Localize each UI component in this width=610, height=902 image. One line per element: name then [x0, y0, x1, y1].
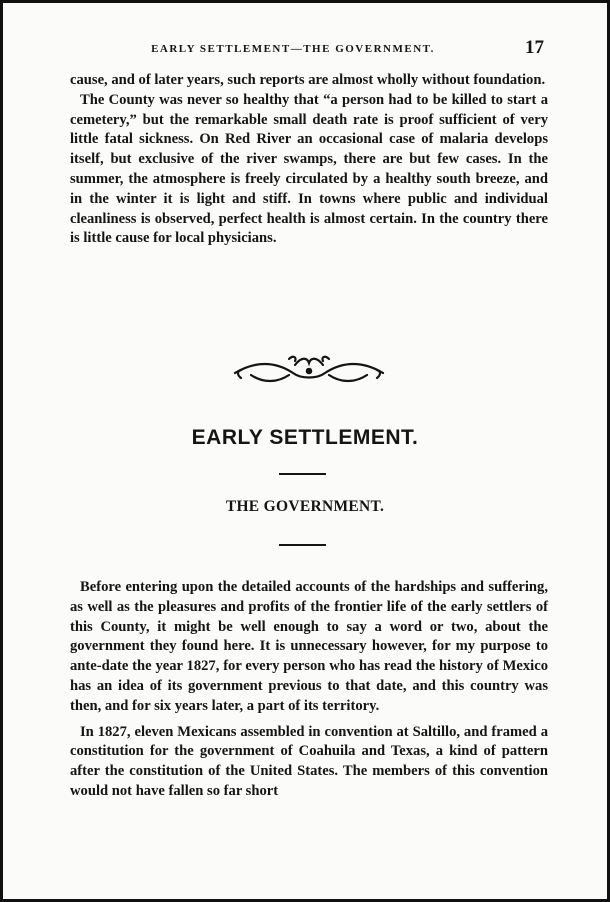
section-title: EARLY SETTLEMENT. — [191, 426, 419, 449]
divider-rule — [279, 544, 326, 546]
bottom-text-block — [70, 578, 548, 802]
scroll-flourish-ornament-icon — [231, 351, 387, 385]
section-subtitle: THE GOVERNMENT. — [225, 498, 385, 515]
running-head: EARLY SETTLEMENT—THE GOVERNMENT. — [151, 43, 435, 55]
divider-rule — [279, 473, 326, 475]
paragraph-continued: cause, and of later years, such reports are almost wholly without foundation. — [70, 72, 546, 88]
page-number: 17 — [525, 37, 544, 58]
paragraph-1827-convention: In 1827, eleven Mexicans assembled in convention at Saltillo, and framed a constitution for the government of Coahuila and Texas, a kind of pattern after the constitution of the United States. The members of this convention would not have fallen so far short — [70, 723, 548, 799]
top-text-block — [70, 71, 548, 249]
paragraph-government-intro: Before entering upon the detailed accounts of the hardships and suffering, as well as the pleasures and profits of the frontier life of the early settlers of this County, it might be well enough to say a word or two, about the government they found here. It is unnecessary however, for my purpose to ante-date the year 1827, for every person who has read the history of Mexico has an idea of its government previous to that date, and this country was then, and for six years later, a part of its territory. — [70, 579, 548, 714]
paragraph-health: The County was never so healthy that “a person had to be killed to start a cemetery,” but the remarkable small death rate is proof sufficient of very little fatal sickness. On Red River an occasional case of malaria develops itself, but exclusive of the river swamps, there are but few cases. In the summer, the atmosphere is freely circulated by a healthy south breeze, and in the winter it is light and stiff. In towns where public and individual cleanliness is observed, perfect health is almost certain. In the country there is little cause for local physicians. — [70, 91, 548, 247]
